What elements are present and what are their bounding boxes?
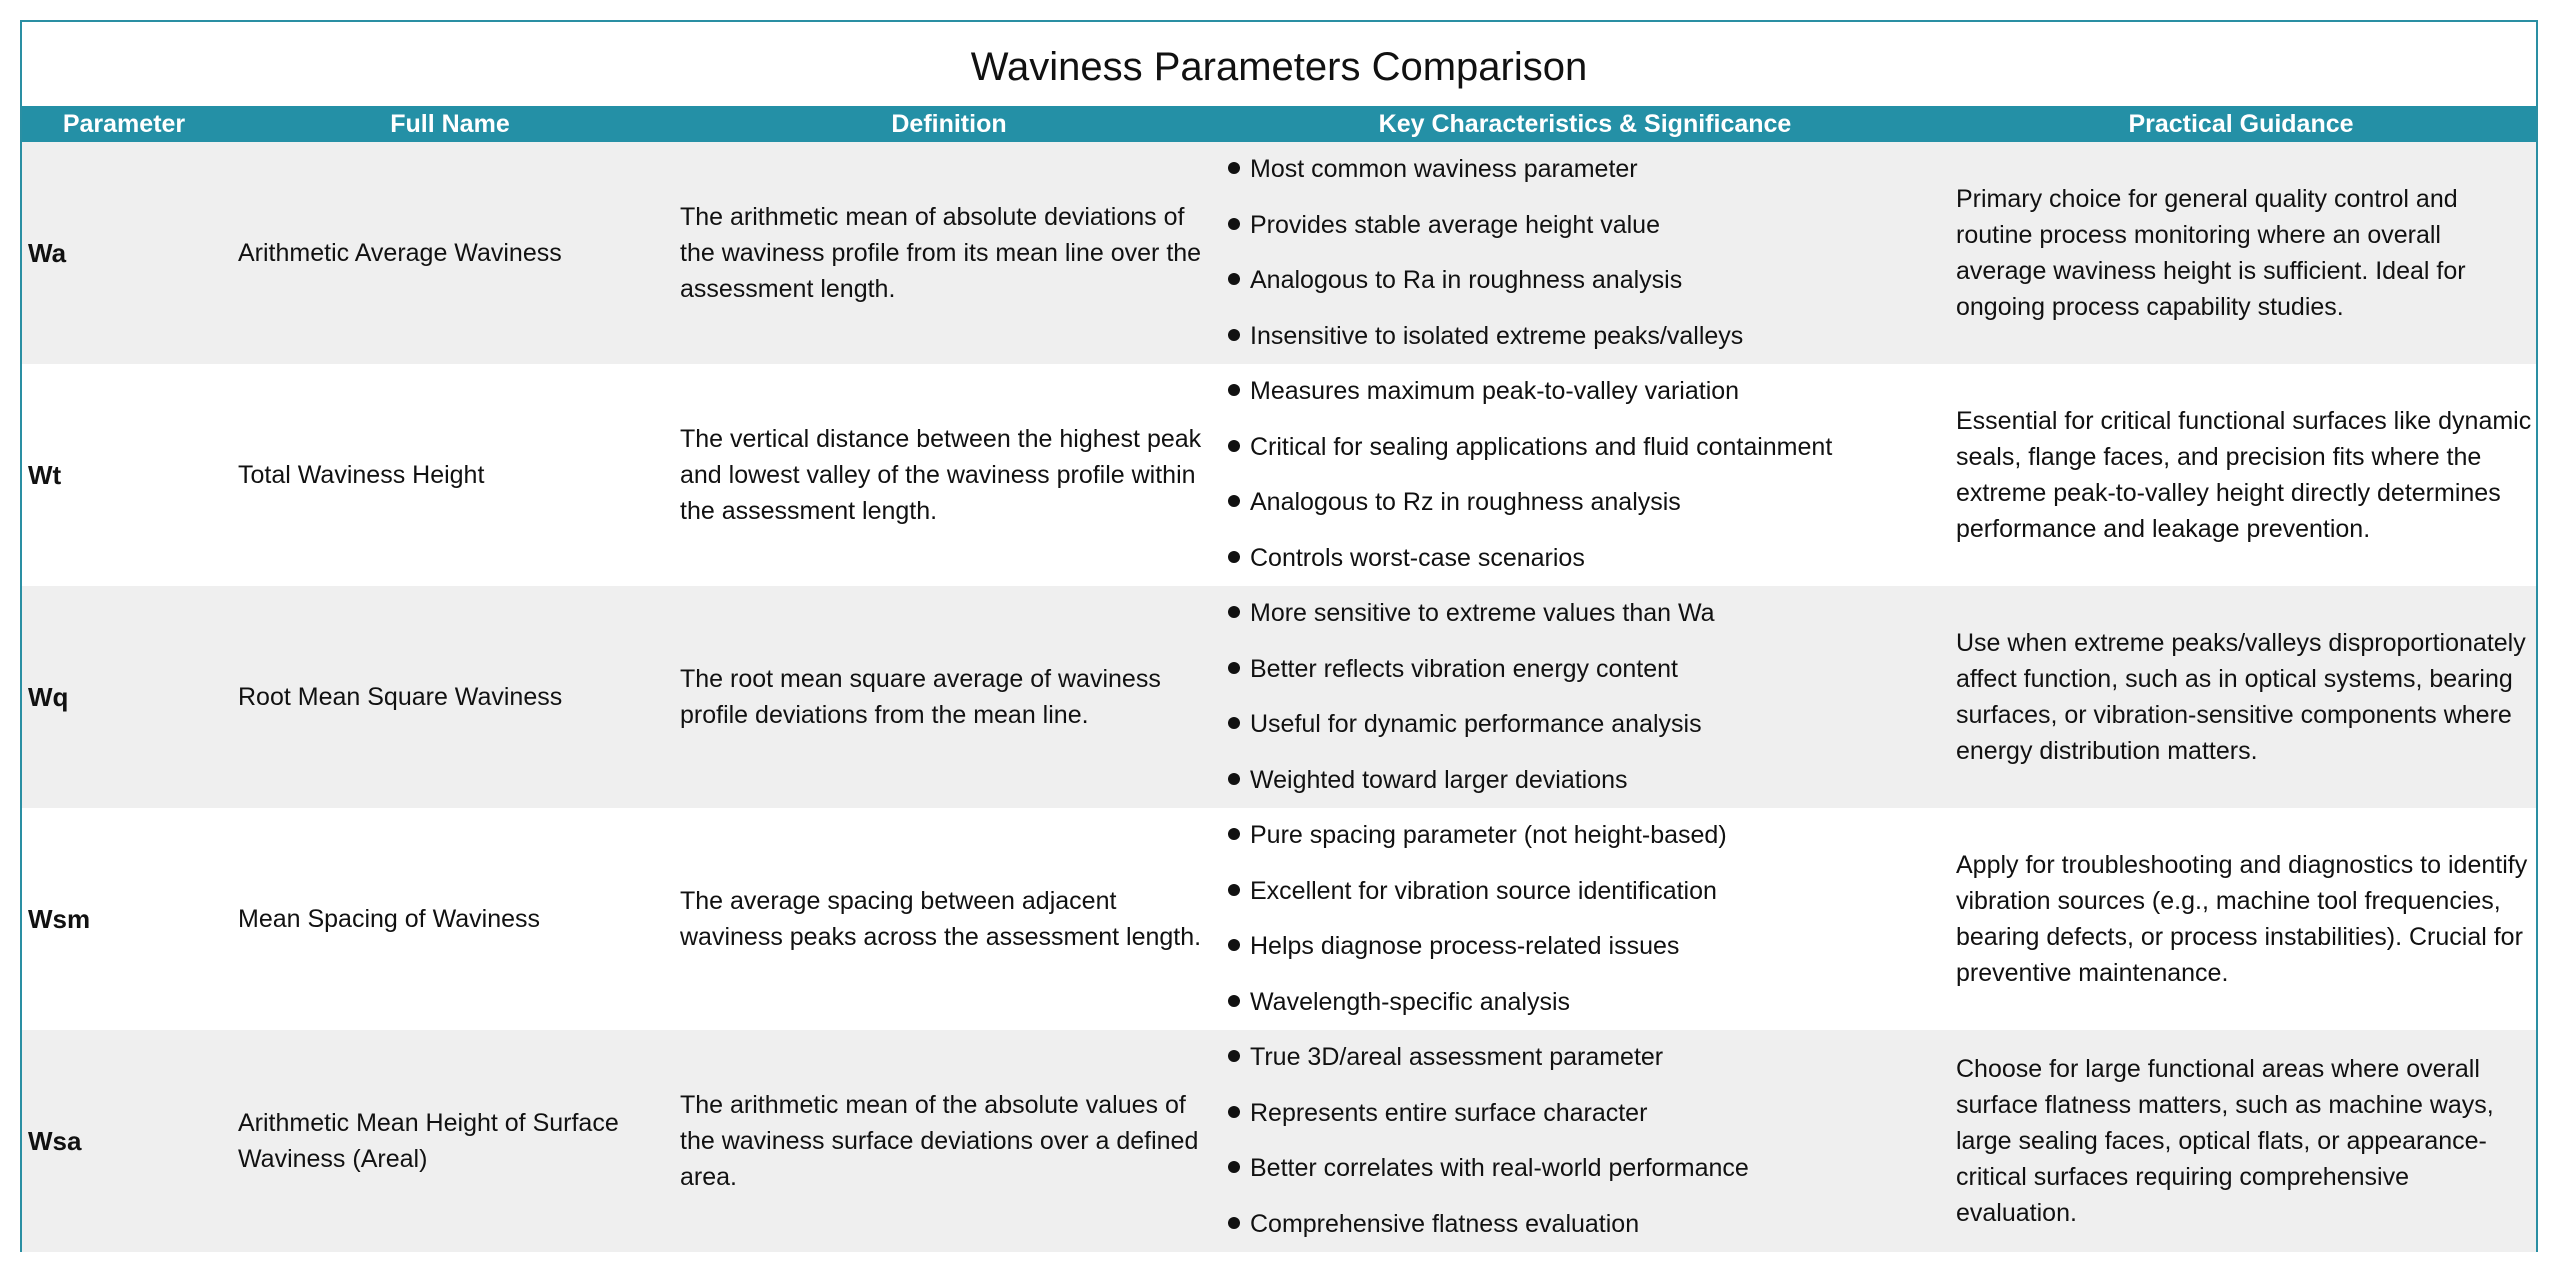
page-title: Waviness Parameters Comparison [970, 45, 1588, 89]
full-name-cell: Total Waviness Height [226, 364, 674, 586]
guidance-cell: Essential for critical functional surfaces like dynamic seals, flange faces, and precision fits where the extreme peak-to-valley height directly determines performance and leakage prevention. [1946, 364, 2536, 586]
bullet-icon [1228, 218, 1240, 230]
list-item [1228, 697, 1940, 753]
list-item [1228, 1197, 1940, 1253]
header-parameter: Parameter [22, 106, 226, 142]
characteristics-cell [1224, 1030, 1946, 1252]
definition-cell: The arithmetic mean of absolute deviations of the waviness profile from its mean line over the assessment length. [674, 142, 1224, 364]
list-item [1228, 1030, 1940, 1086]
list-item [1228, 420, 1940, 476]
characteristics-cell [1224, 364, 1946, 586]
characteristics-list [1228, 808, 1940, 1030]
characteristic-text: More sensitive to extreme values than Wa [1250, 599, 1715, 627]
characteristic-text: Pure spacing parameter (not height-based) [1250, 821, 1727, 849]
list-item [1228, 475, 1940, 531]
list-item [1228, 1086, 1940, 1142]
bullet-icon [1228, 384, 1240, 396]
characteristic-text: Better reflects vibration energy content [1250, 654, 1679, 683]
bullet-icon [1228, 939, 1240, 951]
full-name-cell: Arithmetic Average Waviness [226, 142, 674, 364]
bullet-icon [1228, 773, 1240, 785]
header-definition: Definition [674, 106, 1224, 142]
list-item [1228, 864, 1940, 920]
parameter-cell: Wq [22, 586, 226, 808]
list-item [1228, 364, 1940, 420]
guidance-cell: Apply for troubleshooting and diagnostics to identify vibration sources (e.g., machine tool frequencies, bearing defects, or process instabilities). Crucial for preventive maintenance. [1946, 808, 2536, 1030]
characteristic-text: Excellent for vibration source identification [1250, 876, 1717, 905]
characteristics-cell [1224, 808, 1946, 1030]
bullet-icon [1228, 495, 1240, 507]
parameter-cell: Wt [22, 364, 226, 586]
characteristic-text: Analogous to Ra in roughness analysis [1250, 266, 1683, 294]
characteristic-text: Provides stable average height value [1250, 210, 1660, 239]
list-item [1228, 142, 1940, 198]
bullet-icon [1228, 828, 1240, 840]
guidance-cell: Use when extreme peaks/valleys disproportionately affect function, such as in optical systems, bearing surfaces, or vibration-sensitive components where energy distribution matters. [1946, 586, 2536, 808]
characteristic-text: Comprehensive flatness evaluation [1250, 1209, 1640, 1238]
table-body [22, 142, 2536, 1252]
characteristic-text: Analogous to Rz in roughness analysis [1250, 488, 1681, 516]
definition-cell: The vertical distance between the highest peak and lowest valley of the waviness profile within the assessment length. [674, 364, 1224, 586]
characteristic-text: Useful for dynamic performance analysis [1250, 710, 1702, 738]
characteristic-text: Insensitive to isolated extreme peaks/valleys [1250, 321, 1744, 350]
characteristics-cell [1224, 142, 1946, 364]
bullet-icon [1228, 1161, 1240, 1173]
parameter-cell: Wa [22, 142, 226, 364]
bullet-icon [1228, 606, 1240, 618]
characteristic-text: Better correlates with real-world performance [1250, 1154, 1749, 1182]
characteristics-cell [1224, 586, 1946, 808]
parameter-cell: Wsm [22, 808, 226, 1030]
list-item [1228, 919, 1940, 975]
bullet-icon [1228, 1106, 1240, 1118]
full-name-cell: Root Mean Square Waviness [226, 586, 674, 808]
characteristic-text: True 3D/areal assessment parameter [1250, 1043, 1664, 1071]
full-name-cell: Arithmetic Mean Height of Surface Waviness (Areal) [226, 1030, 674, 1252]
characteristic-text: Helps diagnose process-related issues [1250, 932, 1680, 960]
bullet-icon [1228, 1050, 1240, 1062]
bullet-icon [1228, 440, 1240, 452]
bullet-icon [1228, 995, 1240, 1007]
table-row [22, 808, 2536, 1030]
characteristics-list [1228, 586, 1940, 808]
bullet-icon [1228, 273, 1240, 285]
guidance-cell: Choose for large functional areas where overall surface flatness matters, such as machine ways, large sealing faces, optical flats, or appearance-critical surfaces requiring comprehensive evaluation. [1946, 1030, 2536, 1252]
definition-cell: The root mean square average of waviness profile deviations from the mean line. [674, 586, 1224, 808]
characteristic-text: Wavelength-specific analysis [1250, 987, 1571, 1016]
characteristic-text: Controls worst-case scenarios [1250, 543, 1585, 572]
full-name-cell: Mean Spacing of Waviness [226, 808, 674, 1030]
parameter-cell: Wsa [22, 1030, 226, 1252]
list-item [1228, 808, 1940, 864]
bullet-icon [1228, 551, 1240, 563]
table-row [22, 142, 2536, 364]
characteristic-text: Measures maximum peak-to-valley variation [1250, 377, 1740, 405]
list-item [1228, 975, 1940, 1031]
table-row [22, 1030, 2536, 1252]
definition-cell: The arithmetic mean of the absolute values of the waviness surface deviations over a defined area. [674, 1030, 1224, 1252]
characteristic-text: Critical for sealing applications and fluid containment [1250, 432, 1833, 461]
characteristic-text: Represents entire surface character [1250, 1098, 1648, 1127]
characteristics-list [1228, 364, 1940, 586]
header-full-name: Full Name [226, 106, 674, 142]
table-header [22, 106, 2536, 142]
bullet-icon [1228, 329, 1240, 341]
list-item [1228, 309, 1940, 365]
bullet-icon [1228, 717, 1240, 729]
table-row [22, 586, 2536, 808]
header-characteristics: Key Characteristics & Significance [1224, 106, 1946, 142]
bullet-icon [1228, 884, 1240, 896]
list-item [1228, 1141, 1940, 1197]
table-frame [20, 20, 2538, 1252]
characteristic-text: Most common waviness parameter [1250, 155, 1638, 183]
list-item [1228, 531, 1940, 587]
list-item [1228, 586, 1940, 642]
header-guidance: Practical Guidance [1946, 106, 2536, 142]
list-item [1228, 253, 1940, 309]
header-row [22, 106, 2536, 142]
characteristics-list [1228, 1030, 1940, 1252]
list-item [1228, 753, 1940, 809]
list-item [1228, 198, 1940, 254]
bullet-icon [1228, 162, 1240, 174]
table-row [22, 364, 2536, 586]
guidance-cell: Primary choice for general quality control and routine process monitoring where an overall average waviness height is sufficient. Ideal for ongoing process capability studies. [1946, 142, 2536, 364]
bullet-icon [1228, 1217, 1240, 1229]
list-item [1228, 642, 1940, 698]
definition-cell: The average spacing between adjacent waviness peaks across the assessment length. [674, 808, 1224, 1030]
characteristics-list [1228, 142, 1940, 364]
comparison-table [22, 106, 2536, 1252]
characteristic-text: Weighted toward larger deviations [1250, 765, 1628, 794]
bullet-icon [1228, 662, 1240, 674]
